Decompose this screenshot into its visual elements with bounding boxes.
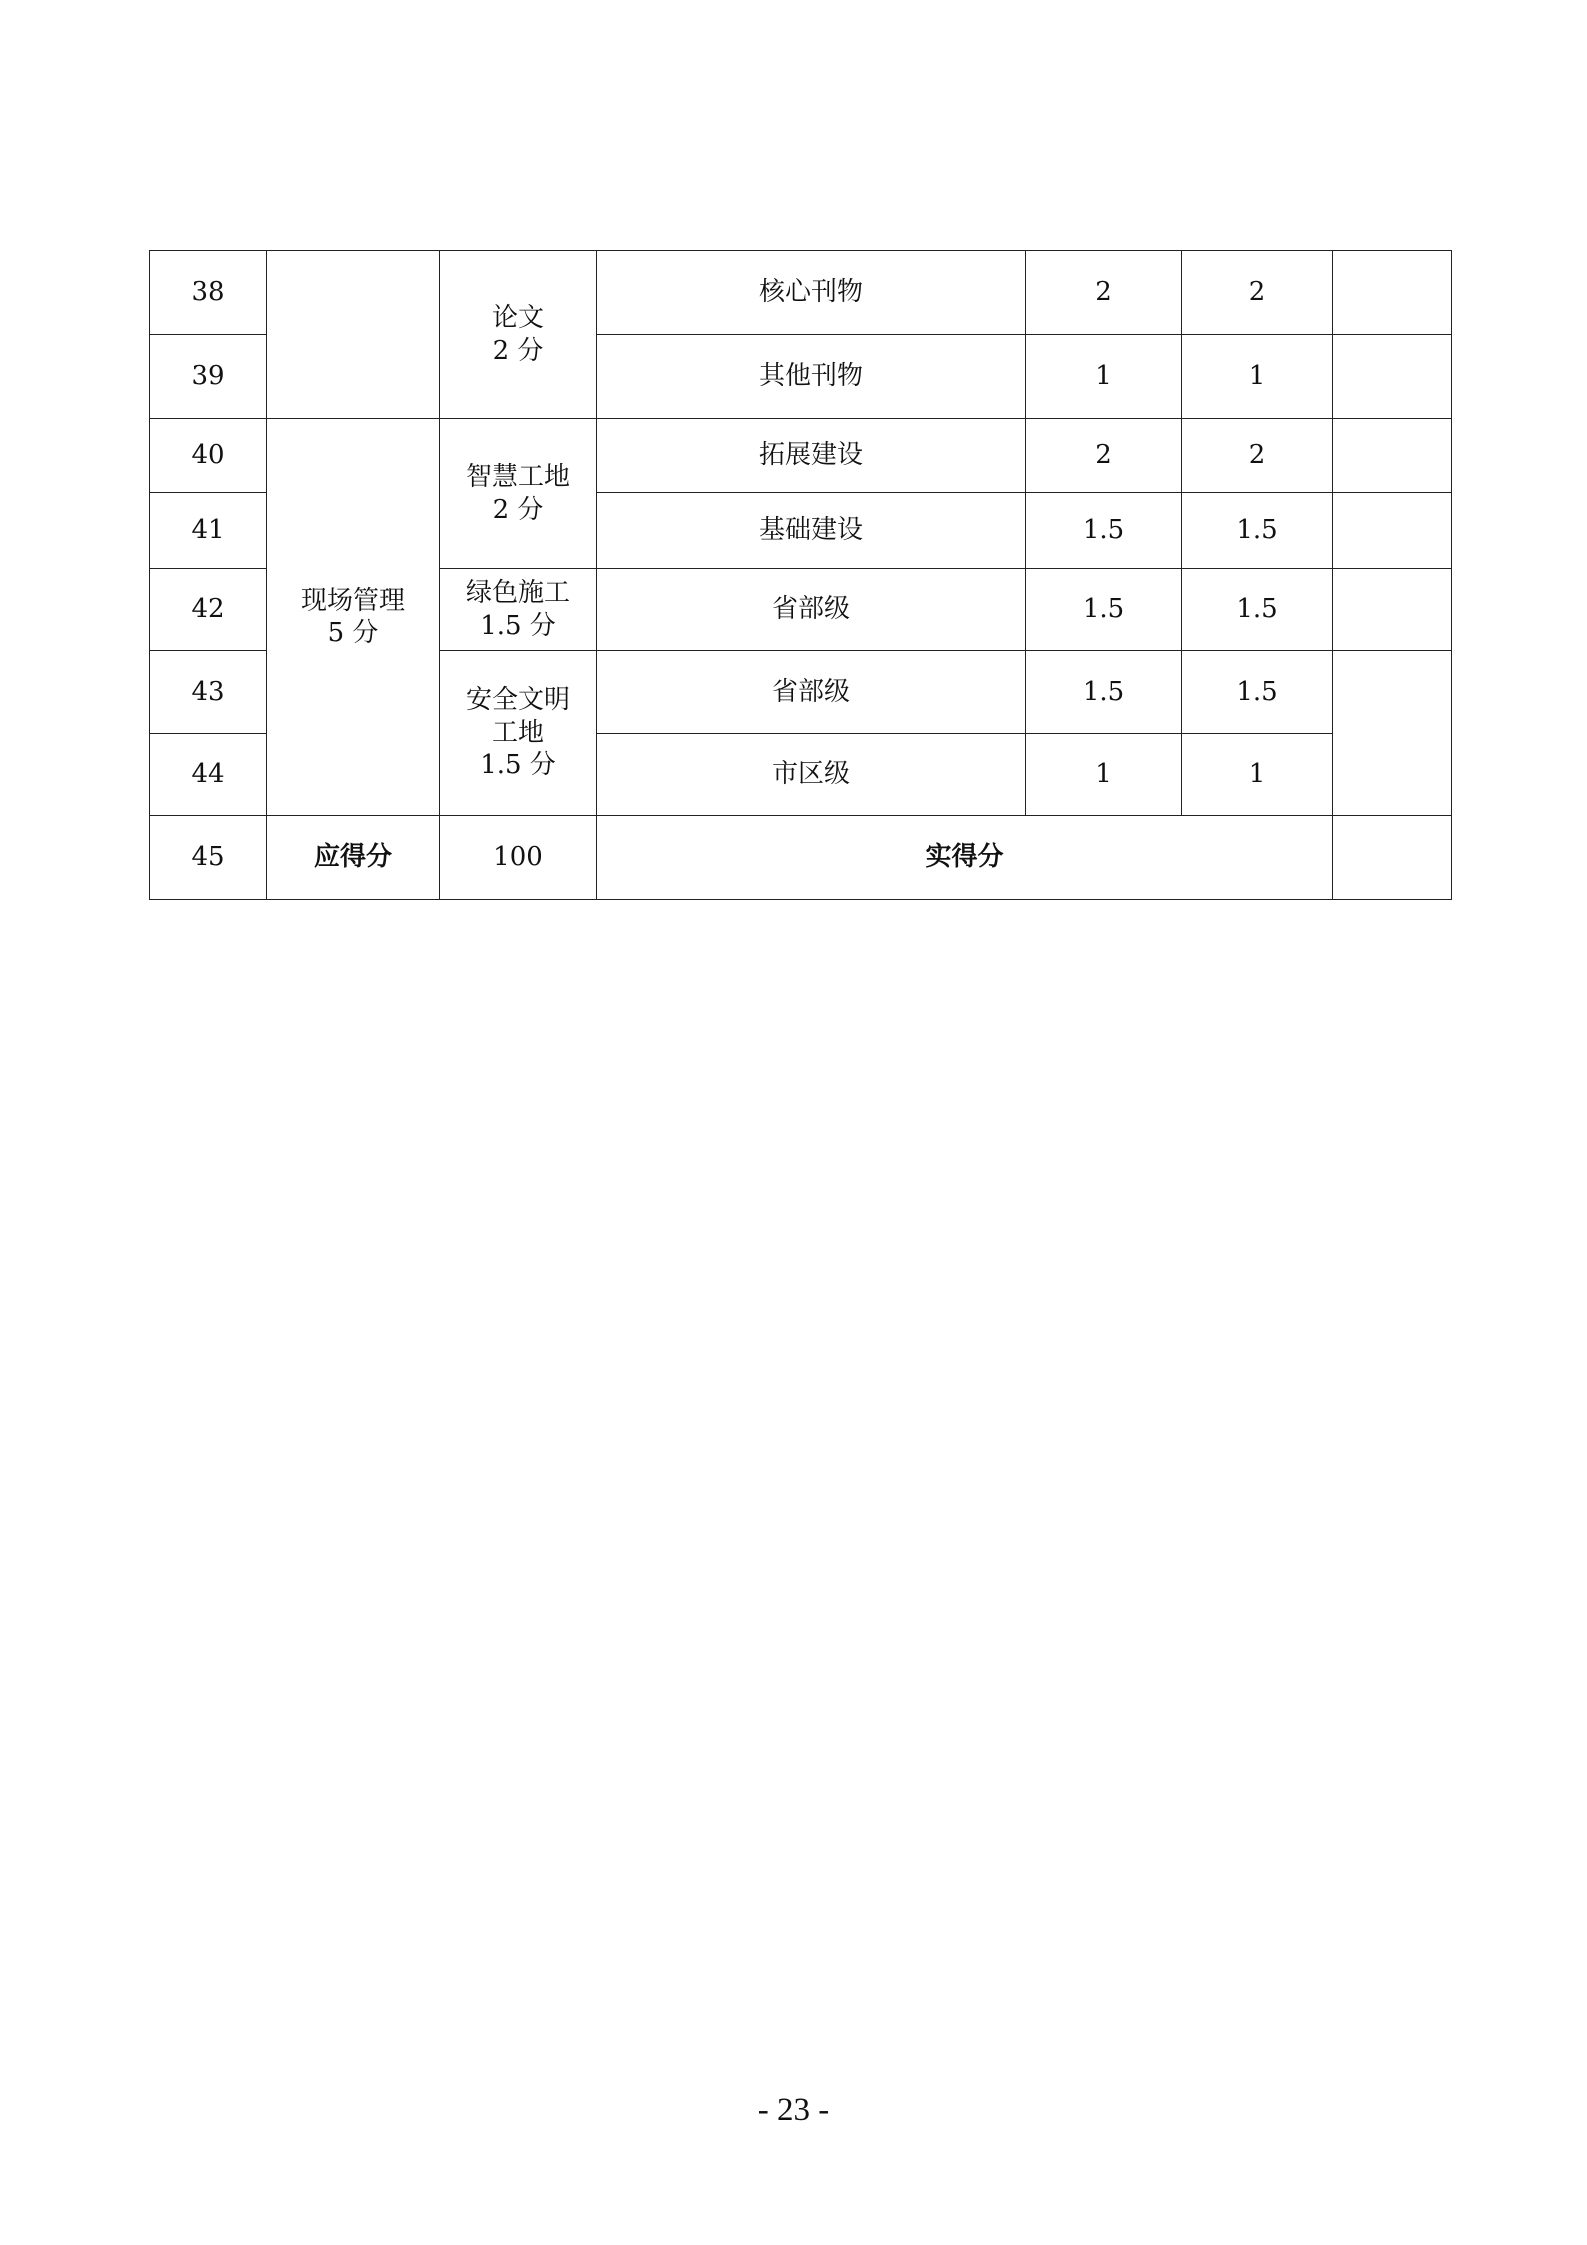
should-score-value: 100 <box>440 816 597 900</box>
awarded-score: 1.5 <box>1182 569 1333 651</box>
actual-score-label: 实得分 <box>597 816 1333 900</box>
scoring-table <box>149 250 1452 900</box>
row-number: 40 <box>150 419 267 493</box>
full-score: 1.5 <box>1026 651 1182 734</box>
full-score: 1.5 <box>1026 569 1182 651</box>
group-safety-site <box>440 651 597 816</box>
item-name: 基础建设 <box>597 493 1026 569</box>
awarded-score: 1.5 <box>1182 493 1333 569</box>
table-row <box>150 251 1452 335</box>
row-number: 39 <box>150 335 267 419</box>
category-name: 现场管理 <box>300 585 405 616</box>
category-site-management <box>267 419 440 816</box>
remark-cell <box>1333 493 1452 569</box>
group-points: 1.5 分 <box>480 610 556 641</box>
group-green-construction <box>440 569 597 651</box>
awarded-score: 1 <box>1182 335 1333 419</box>
full-score: 2 <box>1026 251 1182 335</box>
group-smart-site <box>440 419 597 569</box>
row-number: 44 <box>150 734 267 816</box>
full-score: 1 <box>1026 734 1182 816</box>
remark-cell <box>1333 651 1452 816</box>
page-number: - 23 - <box>757 2092 830 2128</box>
row-number: 43 <box>150 651 267 734</box>
group-name: 智慧工地 <box>465 462 570 492</box>
item-name: 拓展建设 <box>597 419 1026 493</box>
total-row <box>150 816 1452 900</box>
awarded-score: 1.5 <box>1182 651 1333 734</box>
group-name: 论文 <box>491 303 544 333</box>
should-score-label: 应得分 <box>267 816 440 900</box>
group-name: 安全文明 <box>465 685 570 716</box>
group-points: 1.5 分 <box>480 750 556 781</box>
group-points: 2 分 <box>492 494 544 525</box>
full-score: 1 <box>1026 335 1182 419</box>
row-number: 42 <box>150 569 267 651</box>
awarded-score: 2 <box>1182 419 1333 493</box>
category-points: 5 分 <box>327 618 379 648</box>
row-number: 45 <box>150 816 267 900</box>
group-name: 绿色施工 <box>465 578 570 608</box>
remark-cell <box>1333 251 1452 335</box>
item-name: 省部级 <box>597 569 1026 651</box>
item-name: 其他刊物 <box>597 335 1026 419</box>
item-name: 核心刊物 <box>597 251 1026 335</box>
table-row <box>150 419 1452 493</box>
group-paper <box>440 251 597 419</box>
remark-cell <box>1333 335 1452 419</box>
item-name: 省部级 <box>597 651 1026 734</box>
row-number: 41 <box>150 493 267 569</box>
full-score: 1.5 <box>1026 493 1182 569</box>
full-score: 2 <box>1026 419 1182 493</box>
item-name: 市区级 <box>597 734 1026 816</box>
group-points: 2 分 <box>492 335 544 366</box>
awarded-score: 1 <box>1182 734 1333 816</box>
actual-score-value <box>1333 816 1452 900</box>
awarded-score: 2 <box>1182 251 1333 335</box>
remark-cell <box>1333 569 1452 651</box>
category-cell-empty <box>267 251 440 419</box>
remark-cell <box>1333 419 1452 493</box>
group-name-line2: 工地 <box>491 717 544 748</box>
row-number: 38 <box>150 251 267 335</box>
